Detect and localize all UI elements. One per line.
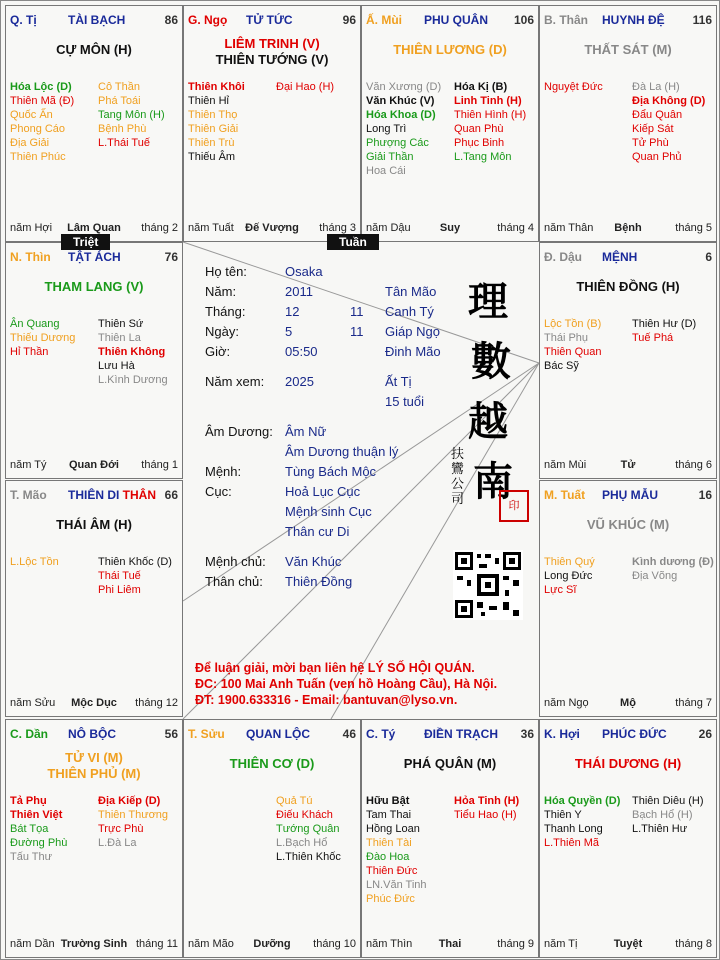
minor-star: Địa Kiếp (D) [98, 795, 161, 807]
minor-star: Thái Phụ [544, 332, 589, 344]
palace-name: THIÊN DI [68, 488, 120, 502]
palace-year: năm Thìn [366, 938, 413, 950]
palace-year: năm Sửu [10, 697, 56, 709]
main-star: VŨ KHÚC (M) [586, 517, 670, 532]
main-star: THÁI DƯƠNG (H) [574, 756, 682, 771]
minor-star: Điếu Khách [276, 809, 333, 821]
minor-star: Phong Cáo [10, 123, 66, 135]
minor-star: Đào Hoa [366, 851, 410, 863]
minor-star: Thiên Khôi [188, 81, 245, 93]
palace-stage: Suy [439, 222, 461, 234]
minor-star: Ân Quang [10, 318, 60, 330]
bad-stars-list [276, 794, 341, 864]
palace-stage: Mộc Dục [71, 697, 117, 709]
palace-name: TỬ TỨC [246, 13, 293, 27]
minor-star: Phi Liêm [98, 584, 141, 596]
palace-position: M. Tuất [544, 488, 586, 502]
palace-position: B. Thân [544, 13, 588, 27]
good-stars-list [10, 794, 67, 864]
palace-number: 26 [698, 727, 712, 741]
minor-star: Tấu Thư [10, 851, 53, 863]
palace-thin [5, 242, 183, 479]
minor-star: Hóa Kị (B) [454, 81, 508, 93]
minor-star: Thiên Sứ [98, 318, 144, 330]
main-star: PHÁ QUÂN (M) [403, 756, 497, 771]
minor-star: Hóa Lộc (D) [10, 81, 72, 93]
am-duong-relation: Âm Dương thuận lý [285, 444, 399, 459]
minor-star: Bạch Hổ (H) [632, 809, 693, 821]
palace-stage: Mộ [620, 697, 636, 709]
minor-star: Thiên Đức [366, 865, 418, 877]
palace-month: tháng 6 [675, 459, 712, 471]
minor-star: Tuế Phá [632, 332, 674, 344]
minor-star: Hóa Quyền (D) [544, 795, 621, 807]
minor-star: L.Thiên Hư [632, 823, 688, 835]
minor-star: Kình dương (Đ) [632, 556, 714, 568]
day-value: 5 [285, 324, 293, 339]
palace-than [539, 5, 717, 242]
palace-month: tháng 1 [141, 459, 178, 471]
than-marker: THÂN [122, 488, 156, 502]
contact-address: ĐC: 100 Mai Anh Tuấn (ven hồ Hoàng Cầu), Hà Nội. [195, 677, 498, 691]
palace-number: 36 [520, 727, 534, 741]
good-stars-list [10, 80, 74, 164]
month-value: 12 [285, 304, 300, 319]
hour-value: 05:50 [285, 344, 318, 359]
palace-year: năm Dậu [366, 222, 411, 234]
minor-star: Thiên Mã (Đ) [10, 95, 75, 107]
palace-tuat [539, 480, 717, 717]
contact-info [195, 660, 497, 708]
minor-star: Thiên Giải [188, 123, 239, 135]
minor-star: Địa Không (D) [632, 95, 706, 107]
main-star: THÁI ÂM (H) [56, 517, 132, 532]
than-chu-value: Thiên Đồng [285, 574, 353, 589]
hour-label: Giờ: [205, 344, 231, 359]
palace-month: tháng 5 [675, 222, 712, 234]
palace-position: C. Dần [10, 727, 49, 741]
minor-star: Địa Giải [10, 137, 50, 149]
palace-number: 46 [342, 727, 356, 741]
palace-month: tháng 9 [497, 938, 534, 950]
view-year-value: 2025 [285, 374, 314, 389]
palace-stage: Tử [620, 459, 636, 471]
good-stars-list [366, 80, 441, 178]
bad-stars-list [454, 80, 526, 164]
cuc-value: Hoả Lục Cục [285, 484, 361, 499]
minor-star: L.Thái Tuế [98, 137, 150, 149]
minor-star: L.Kình Dương [98, 374, 168, 386]
minor-star: Thiên Hình (H) [454, 109, 527, 121]
minor-star: Thiên Thọ [188, 109, 238, 121]
minor-star: Quan Phủ [632, 151, 682, 163]
palace-year: năm Tý [10, 459, 47, 471]
good-stars-list [544, 555, 595, 597]
minor-star: Thiên Tài [366, 837, 412, 849]
minor-star: Kiếp Sát [632, 123, 674, 135]
palace-number: 56 [164, 727, 178, 741]
contact-line-1: Để luận giải, mời bạn liên hệ LÝ SỐ HỘI QUÁN. [195, 661, 475, 675]
palace-year: năm Mùi [544, 459, 587, 471]
palace-ti [5, 5, 183, 242]
day-label: Ngày: [205, 324, 239, 339]
palace-number: 66 [164, 488, 178, 502]
main-star: CỰ MÔN (H) [56, 42, 132, 57]
view-year-canchi: Ất Tị [385, 374, 412, 389]
palace-ty [361, 719, 539, 958]
minor-star: L.Tang Môn [454, 151, 512, 163]
palace-month: tháng 11 [135, 938, 178, 950]
palace-stage: Quan Đới [69, 459, 119, 471]
palace-position: N. Thìn [10, 250, 51, 264]
palace-name: QUAN LỘC [246, 727, 310, 741]
palace-year: năm Tị [544, 938, 578, 950]
palace-mao [5, 480, 183, 717]
main-star: THIÊN CƠ (D) [229, 756, 315, 771]
minor-star: Long Đức [544, 570, 593, 582]
age-value: 15 tuổi [385, 394, 425, 409]
minor-star: LN.Văn Tinh [366, 879, 427, 891]
good-stars-list [366, 794, 427, 906]
minor-star: Nguyệt Đức [544, 81, 603, 93]
good-stars-list [544, 80, 603, 94]
minor-star: Thanh Long [544, 823, 603, 835]
minor-star: Hỏa Tinh (H) [454, 795, 520, 807]
palace-year: năm Tuất [188, 222, 234, 234]
palace-year: năm Mão [188, 938, 234, 950]
seal-stamp: 印 [499, 490, 529, 522]
palace-name: PHÚC ĐỨC [602, 727, 667, 741]
minor-star: Hóa Khoa (D) [366, 109, 436, 121]
palace-month: tháng 10 [313, 938, 356, 950]
minor-star: Hữu Bật [366, 795, 410, 807]
minor-star: Cô Thần [98, 81, 140, 93]
minor-star: Thiên Quý [544, 556, 595, 568]
bad-stars-list [632, 555, 714, 583]
minor-star: Tang Môn (H) [98, 109, 165, 121]
am-duong-value: Âm Nữ [285, 424, 327, 439]
small-calligraphy: 扶 鸞 公 司 [451, 447, 465, 507]
bad-stars-list [98, 80, 165, 150]
palace-position: Đ. Dậu [544, 250, 583, 264]
minor-star: Lực Sĩ [544, 584, 577, 596]
main-star: TỬ VI (M) [65, 750, 123, 765]
bad-stars-list [98, 555, 172, 597]
minor-star: Thiên Diêu (H) [632, 795, 704, 807]
calligraphy-char-2: 數 [471, 338, 511, 385]
palace-month: tháng 3 [319, 222, 356, 234]
palace-name: HUYNH ĐỆ [602, 13, 665, 27]
palace-stage: Đế Vượng [245, 222, 299, 234]
palace-position: K. Hợi [544, 727, 580, 741]
menh-chu-value: Văn Khúc [285, 554, 342, 569]
palace-year: năm Dần [10, 938, 55, 950]
minor-star: Quả Tú [276, 795, 313, 807]
palace-year: năm Hợi [10, 222, 53, 234]
minor-star: Tướng Quân [276, 823, 340, 835]
name-label: Họ tên: [205, 264, 247, 279]
palace-stage: Trường Sinh [60, 938, 128, 950]
palace-year: năm Ngọ [544, 697, 589, 709]
menh-label: Mệnh: [205, 464, 242, 479]
calligraphy-char-3: 越 [468, 398, 508, 445]
year-canchi: Tân Mão [385, 284, 437, 299]
minor-star: Linh Tinh (H) [454, 95, 522, 107]
palace-position: C. Tý [366, 727, 396, 741]
minor-star: Đại Hao (H) [276, 81, 335, 93]
minor-star: Bệnh Phù [98, 123, 147, 135]
contact-phone-email: ĐT: 1900.633316 - Email: bantuvan@lyso.vn. [195, 693, 458, 707]
palace-name: PHỤ MẪU [602, 488, 658, 502]
bad-stars-list [276, 80, 334, 94]
minor-star: L.Lộc Tồn [10, 556, 59, 568]
minor-star: L.Thiên Khốc [276, 851, 341, 863]
palace-name: MỆNH [602, 250, 638, 264]
palace-stage: Thai [438, 938, 462, 950]
minor-star: Thiên Hỉ [188, 95, 229, 107]
main-star: THIÊN PHỦ (M) [47, 766, 141, 781]
palace-month: tháng 12 [135, 697, 178, 709]
minor-star: Long Trì [366, 123, 407, 135]
palace-position: T. Sửu [188, 727, 225, 741]
minor-star: Lưu Hà [98, 360, 135, 372]
minor-star: Bác Sỹ [544, 360, 579, 372]
minor-star: Phượng Các [366, 137, 429, 149]
qr-code-icon [453, 550, 523, 620]
palace-number: 6 [705, 250, 712, 264]
day-lunar: 11 [350, 324, 364, 339]
palace-name: TẬT ÁCH [68, 250, 121, 264]
year-label: Năm: [205, 284, 237, 299]
minor-star: Tử Phù [632, 137, 669, 149]
minor-star: Thiên Trù [188, 137, 235, 149]
palace-suu [183, 719, 361, 958]
minor-star: Thiên Khốc (D) [98, 556, 172, 568]
palace-number: 116 [692, 13, 712, 27]
palace-number: 106 [513, 13, 534, 27]
calligraphy-char-1: 理 [468, 278, 508, 325]
palace-number: 96 [342, 13, 356, 27]
good-stars-list [544, 794, 620, 850]
palace-year: năm Thân [544, 222, 594, 234]
good-stars-list [544, 317, 601, 373]
bad-stars-list [98, 317, 168, 387]
main-star: THIÊN ĐỒNG (H) [576, 279, 680, 294]
calligraphy-char-4: 南 [473, 458, 513, 505]
menh-value: Tùng Bách Mộc [285, 464, 377, 479]
palace-hoi [539, 719, 717, 958]
view-year-label: Năm xem: [205, 374, 265, 389]
minor-star: Hoa Cái [366, 165, 406, 177]
palace-name: TÀI BẠCH [68, 13, 126, 27]
minor-star: Trực Phù [98, 823, 144, 835]
minor-star: Phá Toái [98, 95, 141, 107]
palace-number: 76 [164, 250, 178, 264]
minor-star: Thiên Y [544, 809, 582, 821]
minor-star: Thiên Phúc [10, 151, 66, 163]
bad-stars-list [632, 794, 704, 836]
palace-stage: Bệnh [614, 222, 642, 234]
good-stars-list [10, 317, 75, 359]
palace-dan [5, 719, 183, 958]
bad-stars-list [454, 794, 519, 822]
good-stars-list [10, 555, 59, 569]
minor-star: Đẩu Quân [632, 109, 683, 121]
minor-star: Hồng Loan [366, 823, 420, 835]
palace-month: tháng 2 [141, 222, 178, 234]
bad-stars-list [98, 794, 168, 850]
minor-star: Thiếu Âm [188, 151, 236, 163]
minor-star: Địa Võng [632, 570, 678, 582]
palace-name: NÔ BỘC [68, 727, 116, 741]
than-position: Thân cư Di [285, 524, 350, 539]
palace-month: tháng 7 [675, 697, 712, 709]
palace-position: T. Mão [10, 488, 47, 502]
month-label: Tháng: [205, 304, 246, 319]
main-star: THAM LANG (V) [44, 279, 144, 294]
palace-name: ĐIỀN TRẠCH [424, 727, 498, 741]
cuc-relation: Mệnh sinh Cục [285, 504, 372, 519]
palace-number: 86 [164, 13, 178, 27]
month-lunar: 11 [350, 304, 364, 319]
triet-tag: Triệt [61, 234, 110, 250]
minor-star: Đường Phù [10, 837, 68, 849]
center-info-panel [183, 242, 539, 719]
palace-position: G. Ngọ [188, 13, 228, 27]
minor-star: Thiên Quan [544, 346, 602, 358]
minor-star: Lộc Tồn (B) [544, 318, 602, 330]
minor-star: Thiếu Dương [10, 332, 76, 344]
minor-star: Tam Thai [366, 809, 412, 821]
minor-star: Phục Binh [454, 137, 505, 149]
cuc-label: Cục: [205, 484, 232, 499]
tuan-tag: Tuần [327, 234, 379, 250]
minor-star: Hỉ Thần [10, 346, 49, 358]
main-star: LIÊM TRINH (V) [224, 36, 320, 51]
minor-star: Bát Tọa [10, 823, 49, 835]
hour-canchi: Đinh Mão [385, 344, 441, 359]
minor-star: Thiên Thương [98, 809, 169, 821]
palace-stage: Lâm Quan [67, 222, 121, 234]
minor-star: Thiên Việt [10, 809, 63, 821]
minor-star: Thiên Không [98, 346, 166, 358]
year-value: 2011 [285, 284, 313, 299]
minor-star: Tiểu Hao (H) [454, 809, 517, 821]
menh-chu-label: Mệnh chủ: [205, 554, 266, 569]
minor-star: Giải Thần [366, 151, 414, 163]
palace-stage: Tuyệt [613, 938, 643, 950]
main-star: THẤT SÁT (M) [584, 42, 672, 57]
minor-star: L.Đà La [98, 837, 137, 849]
minor-star: Thiên Hư (D) [632, 318, 697, 330]
am-duong-label: Âm Dương: [205, 424, 273, 439]
palace-position: Q. Tị [10, 13, 37, 27]
minor-star: Quốc Ấn [10, 109, 53, 121]
minor-star: Phúc Đức [366, 893, 415, 905]
palace-dau [539, 242, 717, 479]
month-canchi: Canh Tý [385, 304, 434, 319]
palace-ngo [183, 5, 361, 242]
minor-star: Văn Xương (D) [366, 81, 442, 93]
palace-name: PHU QUÂN [424, 13, 489, 27]
minor-star: L.Bạch Hổ [276, 837, 328, 849]
palace-mui [361, 5, 539, 242]
than-chu-label: Thân chủ: [205, 574, 263, 589]
bad-stars-list [632, 80, 705, 164]
good-stars-list [188, 80, 245, 164]
palace-month: tháng 8 [675, 938, 712, 950]
name-value: Osaka [285, 264, 323, 279]
minor-star: L.Thiên Mã [544, 837, 600, 849]
palace-position: Ấ. Mùi [366, 13, 402, 27]
palace-stage: Dưỡng [253, 938, 291, 950]
minor-star: Văn Khúc (V) [366, 95, 435, 107]
minor-star: Tả Phụ [10, 795, 47, 807]
minor-star: Thiên La [98, 332, 141, 344]
main-star: THIÊN LƯƠNG (D) [393, 42, 507, 57]
minor-star: Đà La (H) [632, 81, 680, 93]
day-canchi: Giáp Ngọ [385, 324, 440, 339]
palace-number: 16 [698, 488, 712, 502]
main-star: THIÊN TƯỚNG (V) [215, 52, 329, 67]
bad-stars-list [632, 317, 696, 345]
palace-month: tháng 4 [497, 222, 534, 234]
minor-star: Thái Tuế [98, 570, 141, 582]
minor-star: Quan Phù [454, 123, 504, 135]
